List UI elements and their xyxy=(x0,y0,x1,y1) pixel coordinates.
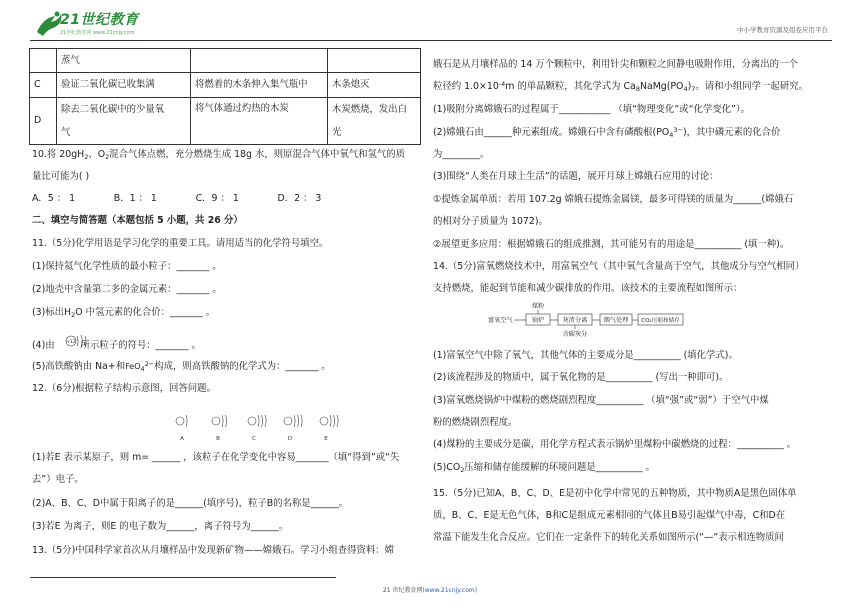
question-11-3 xyxy=(32,308,215,317)
text: ) xyxy=(687,81,692,92)
q13-para-1: 娥石是从月壤样品的 14 万个颗粒中，利用针尖和颗粒之间静电吸附作用，分离出的一个 xyxy=(433,59,798,70)
question-13: 13.（5分)中国科学家首次从月壤样品中发现新矿物——嫦娥石。学习小组查得资料：嫦 xyxy=(32,545,395,556)
flow-label: 富氧空气 xyxy=(488,317,513,324)
question-12-1: (1)若E 表示某原子，则 m= ______ ，该粒子在化学变化中容易_______（填“得到”或“失 xyxy=(32,452,400,463)
text: (3)标出H xyxy=(32,307,72,318)
text: NaMg(PO xyxy=(639,81,684,92)
question-10-cont: 量比可能为( ) xyxy=(32,171,90,182)
question-14-cont: 支持燃烧，能起到节能和减少碳排放的作用。该技术的主要流程如图所示： xyxy=(433,283,743,294)
footer-url-link[interactable]: (www.21cnjy.com) xyxy=(422,587,478,594)
text: (5)高铁酸钠由 Na+和 xyxy=(32,361,126,372)
cell-text: 将气体通过灼热的木炭 xyxy=(195,103,289,114)
particle-label: A xyxy=(180,436,184,442)
table-cell: C xyxy=(30,73,57,98)
flow-label: 烟气处理 xyxy=(603,317,629,324)
logo-text: 21世纪教育 xyxy=(60,12,139,28)
logo-subtitle: 21世纪教育网 www.21cnjy.com xyxy=(60,30,135,36)
text: 10.将 20gH xyxy=(32,149,85,160)
question-15-cont-2: 常温下能发生化合反应。它们在一定条件下的转化关系如图所示(“—”表示相连物质间 xyxy=(433,532,784,543)
particle-structure-diagrams xyxy=(170,409,340,443)
text: (2)嫦娥石由______种元素组成。嫦娥石中含有磷酸根(PO xyxy=(433,127,670,138)
table-row xyxy=(30,73,421,98)
q13-part-1: (1)吸附分离嫦娥石的过程属于___________ （填“物理变化”或“化学变化”）。 xyxy=(433,104,750,115)
table-cell: 蒸气 xyxy=(57,49,191,73)
table-row xyxy=(30,49,421,73)
text: 所示粒子的符号：_______ 。 xyxy=(80,340,201,351)
question-14-5 xyxy=(433,463,655,472)
particle-diagram xyxy=(284,415,302,442)
text: 、O xyxy=(88,149,106,160)
particle-diagram xyxy=(320,415,340,442)
table-cell xyxy=(57,98,191,145)
question-14: 14.（5分)富氧燃烧技术中，用富氧空气（其中氧气含量高于空气，其他成分与空气相同） xyxy=(433,261,805,272)
footer-site-name: 21 世纪教育网 xyxy=(382,587,423,594)
subscript: 2 xyxy=(105,153,110,161)
table-cell xyxy=(328,49,421,73)
section-2-heading: 二、填空与简答题（本题包括 5 小题，共 26 分） xyxy=(32,215,243,226)
cell-text: 气 xyxy=(61,127,71,138)
process-flow-diagram xyxy=(488,302,684,338)
subscript: 4 xyxy=(669,131,674,139)
cell-text: 除去二氧化碳中的少量氧 xyxy=(61,104,165,115)
question-15-cont-1: 质，B、C、E是无色气体，B和C是组成元素相同的气体且B易引起煤气中毒，C和D在 xyxy=(433,510,786,521)
question-14-4: (4)煤粉的主要成分是碳，用化学方程式表示锅炉里煤粉中碳燃烧的过程：__________ 。 xyxy=(433,439,797,450)
text: 。请和小组同学一起研究。 xyxy=(695,81,808,92)
question-14-2: (2)该流程涉及的物质中，属于氧化物的是__________ (写出一种即可)。 xyxy=(433,372,729,383)
flow-label: 含碳灰分 xyxy=(562,331,588,338)
table-cell xyxy=(30,49,57,73)
subscript: 4 xyxy=(140,365,145,373)
q13-part-3-1: ①提炼金属单质：若用 107.2g 嫦娥石提炼金属镁，最多可得镁的质量为______(嫦娥石 xyxy=(433,194,794,205)
particle-diagram xyxy=(212,415,227,442)
subscript: 7 xyxy=(691,85,696,93)
q13-para-2 xyxy=(433,82,808,91)
particle-label: C xyxy=(252,436,256,442)
subscript: 8 xyxy=(635,85,640,93)
text: O 中氢元素的化合价：_______ 。 xyxy=(75,307,216,318)
table-cell: 木条熄灭 xyxy=(328,73,421,98)
q13-part-2 xyxy=(433,128,780,137)
question-10 xyxy=(32,150,405,159)
table-cell: 将燃着的木条伸入集气瓶中 xyxy=(191,73,328,98)
particle-diagram xyxy=(248,415,266,442)
q13-part-3-2: ②展望更多应用：根据嫦娥石的组成推测，其可能另有的用途是__________ (填一种)。 xyxy=(433,239,790,250)
question-12: 12.（6分)根据粒子结构示意图，回答问题。 xyxy=(32,383,216,394)
options-table xyxy=(29,48,421,145)
particle-label: E xyxy=(324,436,328,442)
q13-part-2-cont: 为________。 xyxy=(433,149,490,160)
question-12-1-cont: 去”）电子。 xyxy=(32,474,84,485)
question-10-options: A．5 ： 1 B．1 ： 1 C．9 ： 1 D．2 ： 3 xyxy=(32,193,322,204)
cell-text: 光 xyxy=(332,127,342,138)
q13-part-3-1-cont: 的相对分子质量为 1072)。 xyxy=(433,216,548,227)
question-11: 11.（5分)化学用语是学习化学的重要工具。请用适当的化学符号填空。 xyxy=(32,238,329,249)
question-11-4 xyxy=(32,341,201,350)
table-cell: 验证二氧化碳已收集满 xyxy=(57,73,191,98)
text: 构成，则高铁酸钠的化学式为：_______ 。 xyxy=(154,361,331,372)
question-12-2: (2)A、B、C、D中属于阳离子的是______(填序号)，粒子B的名称是______。 xyxy=(32,498,349,509)
question-14-1: (1)富氧空气中除了氧气，其他气体的主要成分是__________ (填化学式)。 xyxy=(433,350,738,361)
table-row xyxy=(30,98,421,145)
question-14-3-cont: 粉的燃烧剧烈程度。 xyxy=(433,417,518,428)
footer xyxy=(0,588,860,594)
text: 粒径约 1.0×10 xyxy=(433,81,499,92)
q13-part-3: (3)围绕“人类在月球上生活”的话题，展开月球上嫦娥石应用的讨论： xyxy=(433,171,719,182)
particle-label: B xyxy=(216,436,220,442)
superscript: 3− xyxy=(673,126,683,134)
footer-divider xyxy=(30,577,336,578)
question-11-5 xyxy=(32,362,331,371)
header-divider xyxy=(30,40,832,41)
particle-diagram xyxy=(176,415,187,442)
question-11-2: (2)地壳中含量第二多的金属元素：_______ 。 xyxy=(32,284,222,295)
text: 压缩和储存能缓解的环境问题是__________ 。 xyxy=(464,462,655,473)
question-15: 15.（5分)已知A、B、C、D、E是初中化学中常见的五种物质，其中物质A是黑色固体单 xyxy=(433,488,797,499)
table-cell xyxy=(328,98,421,145)
question-12-3: (3)若E 为离子，则E 的电子数为______，离子符号为______。 xyxy=(32,521,289,532)
text: )，其中磷元素的化合价 xyxy=(682,127,781,138)
text: m 的单晶颗粒，其化学式为 Ca xyxy=(505,81,636,92)
cell-text: 木炭燃烧，发出白 xyxy=(332,104,408,115)
ion-formula: FeO xyxy=(125,362,141,371)
subscript: 4 xyxy=(683,85,688,93)
table-cell xyxy=(191,98,328,145)
text: (5)CO xyxy=(433,462,461,473)
table-cell: D xyxy=(30,98,57,145)
question-14-3: (3)富氧燃烧锅炉中煤粉的燃烧剧烈程度__________ （填“强”或“弱”）于空气中煤 xyxy=(433,395,769,406)
text: (4)由 xyxy=(32,340,55,351)
particle-label: D xyxy=(287,436,293,442)
subscript: 2 xyxy=(460,466,465,474)
subscript: 2 xyxy=(71,311,76,319)
text: 混合气体点燃，充分燃烧生成 18g 水，则原混合气体中氧气和氢气的质 xyxy=(109,149,405,160)
subscript: 2 xyxy=(84,153,89,161)
header-platform-name: 中小学教育资源及组卷应用平台 xyxy=(737,26,828,34)
table-cell xyxy=(191,49,328,73)
flow-label: CO₂压缩和储存 xyxy=(641,318,680,324)
svg-text:+12: +12 xyxy=(66,340,76,345)
flow-label: 灰渣分离 xyxy=(562,317,588,324)
question-11-1: (1)保持氦气化学性质的最小粒子：_______ 。 xyxy=(32,261,222,272)
superscript: -4 xyxy=(498,80,506,88)
flow-label: 锅炉 xyxy=(531,317,545,324)
superscript: 2− xyxy=(144,360,155,368)
flow-label: 煤粉 xyxy=(531,303,545,310)
